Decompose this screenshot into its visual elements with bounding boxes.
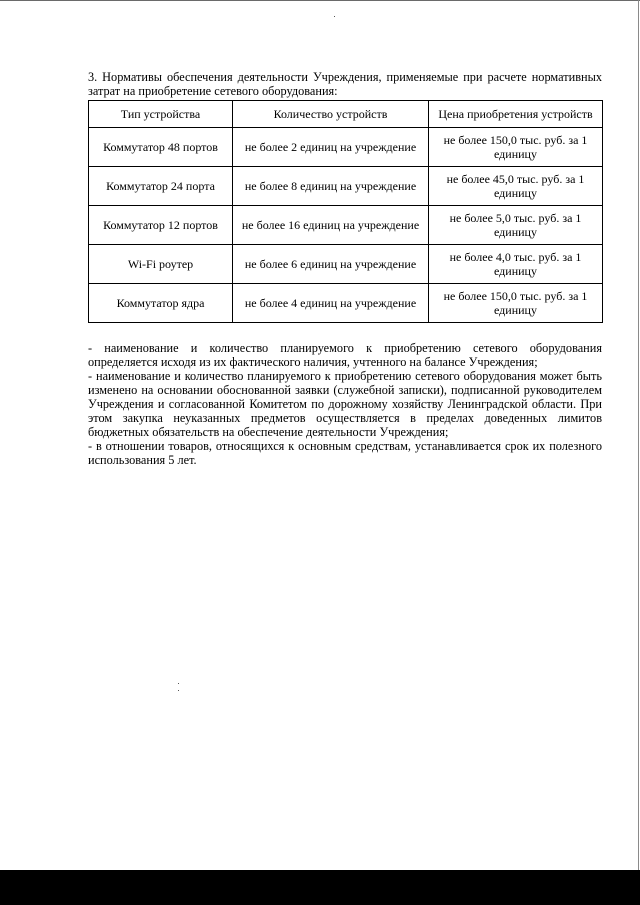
scan-speck xyxy=(334,16,335,17)
price-cell: не более 150,0 тыс. руб. за 1 единицу xyxy=(429,128,603,167)
scan-top-edge xyxy=(0,0,640,1)
section-heading: 3. Нормативы обеспечения деятельности Учреждения, применяемые при расчете нормативных затрат на приобретение сетевого оборудования: xyxy=(88,70,602,99)
device-type-cell: Коммутатор 48 портов xyxy=(89,128,233,167)
note-paragraph: - наименование и количество планируемого к приобретению сетевого оборудования может быть изменено на основании обоснованной заявки (служебной записки), подписанной руководителем Учреждения и согласованной Комитетом по дорожному хозяйству Ленинградской области. При этом закупка неуказанных предметов осуществляется в пределах доведенных лимитов бюджетных обязательств на обеспечение деятельности Учреждения; xyxy=(88,369,602,439)
table-row xyxy=(89,245,603,284)
device-type-cell: Коммутатор 24 порта xyxy=(89,167,233,206)
scan-speck xyxy=(178,683,179,684)
column-header-quantity: Количество устройств xyxy=(233,101,429,128)
table-row xyxy=(89,128,603,167)
device-type-cell: Коммутатор ядра xyxy=(89,284,233,323)
price-cell: не более 45,0 тыс. руб. за 1 единицу xyxy=(429,167,603,206)
quantity-cell: не более 4 единиц на учреждение xyxy=(233,284,429,323)
scan-right-edge xyxy=(638,0,639,870)
price-cell: не более 5,0 тыс. руб. за 1 единицу xyxy=(429,206,603,245)
price-cell: не более 150,0 тыс. руб. за 1 единицу xyxy=(429,284,603,323)
column-header-price: Цена приобретения устройств xyxy=(429,101,603,128)
device-type-cell: Коммутатор 12 портов xyxy=(89,206,233,245)
note-paragraph: - наименование и количество планируемого к приобретению сетевого оборудования определяется исходя из их фактического наличия, учтенного на балансе Учреждения; xyxy=(88,341,602,369)
quantity-cell: не более 16 единиц на учреждение xyxy=(233,206,429,245)
quantity-cell: не более 6 единиц на учреждение xyxy=(233,245,429,284)
table-row xyxy=(89,206,603,245)
table-header-row xyxy=(89,101,603,128)
price-cell: не более 4,0 тыс. руб. за 1 единицу xyxy=(429,245,603,284)
scan-bottom-band xyxy=(0,870,640,905)
notes-block xyxy=(88,341,602,467)
table-row xyxy=(89,284,603,323)
quantity-cell: не более 8 единиц на учреждение xyxy=(233,167,429,206)
scan-speck xyxy=(178,690,179,691)
equipment-norms-table xyxy=(88,100,603,323)
quantity-cell: не более 2 единиц на учреждение xyxy=(233,128,429,167)
table-row xyxy=(89,167,603,206)
note-paragraph: - в отношении товаров, относящихся к основным средствам, устанавливается срок их полезного использования 5 лет. xyxy=(88,439,602,467)
device-type-cell: Wi-Fi роутер xyxy=(89,245,233,284)
column-header-device-type: Тип устройства xyxy=(89,101,233,128)
